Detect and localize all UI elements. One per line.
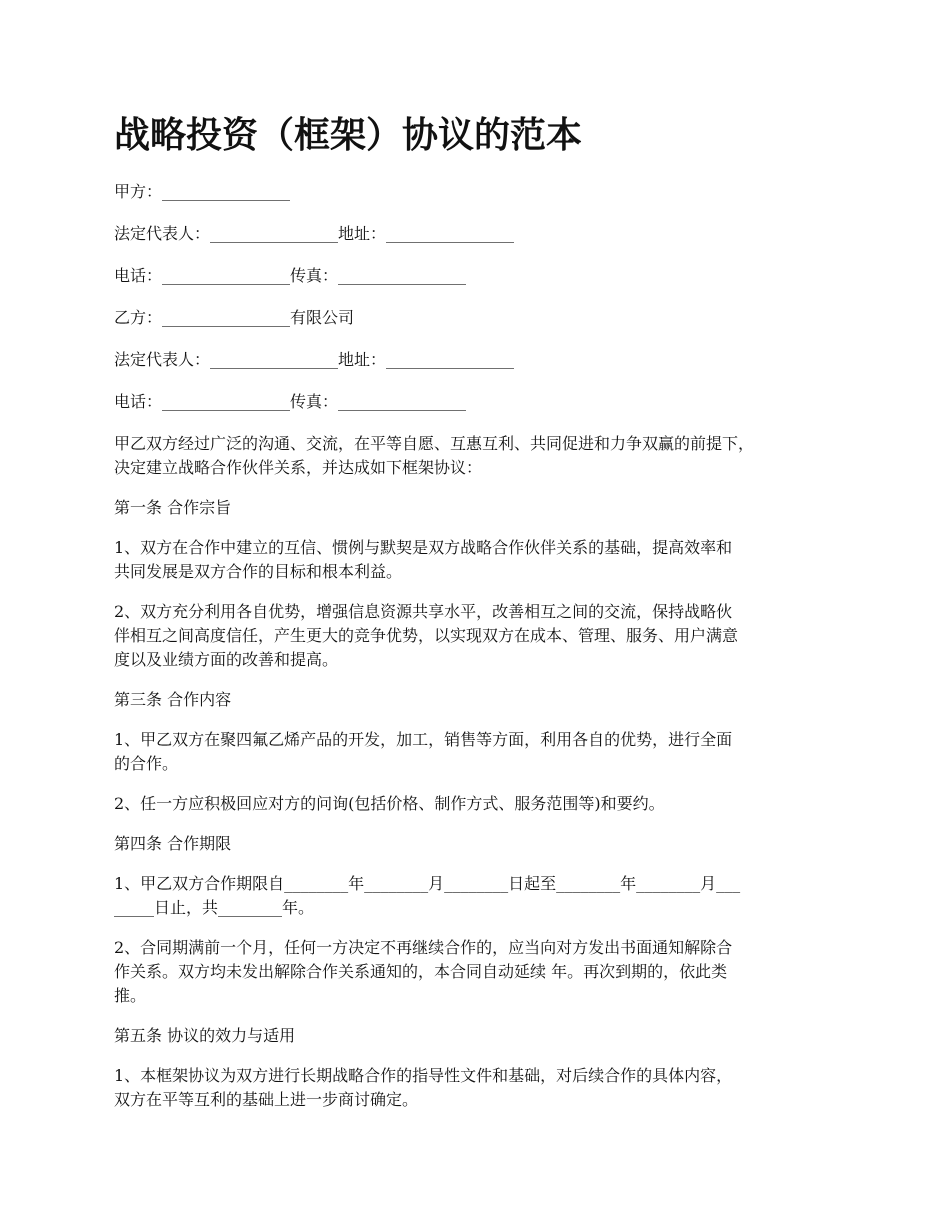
article-5-clause-1: 1、本框架协议为双方进行长期战略合作的指导性文件和基础，对后续合作的具体内容， 双方在平等互利的基础上进一步商讨确定。 xyxy=(114,1066,733,1109)
article-1-heading: 第一条 合作宗旨 xyxy=(114,498,232,517)
party-b-phone-fax-line: 电话：________________传真：________________ xyxy=(114,392,467,411)
article-1-clause-1: 1、双方在合作中建立的互信、惯例与默契是双方战略合作伙伴关系的基础，提高效率和 共同发展是双方合作的目标和根本利益。 xyxy=(114,538,733,581)
party-b-line: 乙方：________________有限公司 xyxy=(114,308,355,327)
article-4-heading: 第四条 合作期限 xyxy=(114,834,232,853)
document-title: 战略投资（框架）协议的范本 xyxy=(114,115,583,156)
article-5-heading: 第五条 协议的效力与适用 xyxy=(114,1026,296,1045)
party-b-representative-line: 法定代表人：________________地址：________________ xyxy=(114,350,515,369)
party-a-line: 甲方：________________ xyxy=(114,182,291,201)
article-4-clause-2: 2、合同期满前一个月，任何一方决定不再继续合作的，应当向对方发出书面通知解除合 作关系。双方均未发出解除合作关系通知的，本合同自动延续 年。再次到期的，依此类 推。 xyxy=(114,938,733,1005)
article-1-clause-2: 2、双方充分利用各自优势，增强信息资源共享水平，改善相互之间的交流，保持战略伙 伴相互之间高度信任，产生更大的竞争优势，以实现双方在成本、管理、服务、用户满意 度以及业绩方面的改善和提高。 xyxy=(114,602,739,669)
article-3-clause-1: 1、甲乙双方在聚四氟乙烯产品的开发，加工，销售等方面，利用各自的优势，进行全面 的合作。 xyxy=(114,730,733,773)
preamble-paragraph: 甲乙双方经过广泛的沟通、交流，在平等自愿、互惠互利、共同促进和力争双赢的前提下， 决定建立战略合作伙伴关系，并达成如下框架协议： xyxy=(114,434,755,477)
article-3-clause-2: 2、任一方应积极回应对方的问询(包括价格、制作方式、服务范围等)和要约。 xyxy=(114,794,665,813)
article-4-clause-1: 1、甲乙双方合作期限自________年________月________日起至________年________月___ _____日止，共________年。 xyxy=(114,874,741,917)
article-3-heading: 第三条 合作内容 xyxy=(114,690,232,709)
party-a-representative-line: 法定代表人：________________地址：________________ xyxy=(114,224,515,243)
party-a-phone-fax-line: 电话：________________传真：________________ xyxy=(114,266,467,285)
